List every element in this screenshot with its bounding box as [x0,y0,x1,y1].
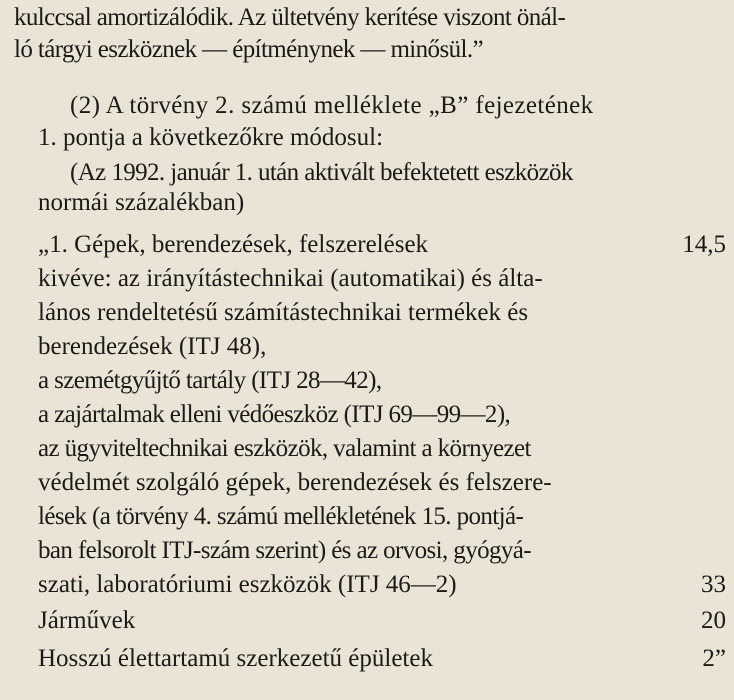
item-1-line-5: a zajártalmak elleni védőeszköz (ITJ 69—99—2), [38,401,511,428]
item-1-line-7: védelmét szolgáló gépek, berendezések és felszere- [38,469,552,496]
item-1-line-8: lések (a törvény 4. számú mellékletének 15. pontjá- [38,503,524,530]
item-2-title: Járművek [38,607,136,634]
item-1-last-rate: 33 [701,571,726,598]
item-2-row [0,605,726,637]
item-1-line-4: a szemétgyűjtő tartály (ITJ 28—42), [38,367,382,394]
item-1-rate: 14,5 [682,231,726,258]
paragraph-2-line-2: 1. pontja a következőkre módosul: [38,124,384,151]
item-1-line-2: lános rendeltetésű számítástechnikai termékek és [38,299,529,326]
item-1-last-row [0,569,726,601]
item-2-rate: 20 [701,607,726,634]
paragraph-2-line-1: (2) A törvény 2. számú melléklete „B” fejezetének [70,92,594,119]
item-1-line-1: kivéve: az irányítástechnikai (automatikai) és álta- [38,265,543,292]
item-1-title-row [0,229,726,261]
item-1-line-6: az ügyviteltechnikai eszközök, valamint a környezet [38,435,531,462]
item-3-title: Hosszú élettartamú szerkezetű épületek [38,645,433,672]
table-header-line-2: normái százalékban) [38,189,245,216]
table-header-line-1: (Az 1992. január 1. után aktivált befektetett eszközök [70,159,573,186]
continuation-line-2: ló tárgyi eszköznek — építménynek — minősül.” [14,36,483,63]
item-1-line-9: ban felsorolt ITJ-szám szerint) és az orvosi, gyógyá- [38,537,532,564]
item-1-title: „1. Gépek, berendezések, felszerelések [38,231,429,258]
item-3-rate: 2” [702,645,726,672]
continuation-line-1: kulccsal amortizálódik. Az ültetvény kerítése viszont önál- [14,4,566,31]
item-3-row [0,643,726,675]
item-1-last-line: szati, laboratóriumi eszközök (ITJ 46—2) [38,571,457,598]
item-1-line-3: berendezések (ITJ 48), [38,333,267,360]
